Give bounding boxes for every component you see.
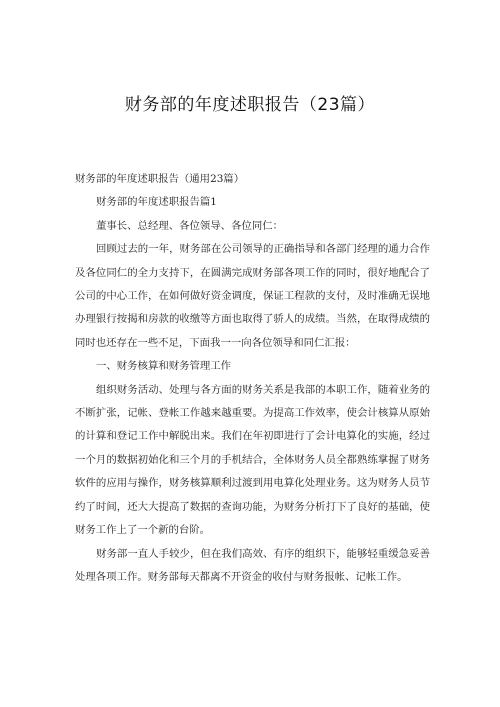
document-title: 财务部的年度述职报告（23篇）	[124, 95, 376, 115]
paragraph-staffing: 财务部一直人手较少，但在我们高效、有序的组织下，能够轻重缓急妥善处理各项工作。财务部每天都离不开资金的收付与财务报帐、记帐工作。	[75, 547, 430, 583]
paragraph-accounting: 组织财务活动、处理与各方面的财务关系是我部的本职工作，随着业务的不断扩张，记帐、登帐工作越来越重要。为提高工作效率，使会计核算从原始的计算和登记工作中解脱出来。我们在年初即进行了会计电算化的实施，经过一个月的数据初始化和三个月的手机结合，全体财务人员全都熟练掌握了财务软件的应用与操作，财务核算顺利过渡到用电算化处理业务。这为财务人员节约了时间，还大大提高了数据的查询功能，为财务分析打下了良好的基础，使财务工作上了一个新的台阶。	[75, 383, 430, 537]
paragraph-section-heading: 财务部的年度述职报告篇1	[96, 196, 217, 209]
document-body	[75, 168, 430, 589]
paragraph-subtitle: 财务部的年度述职报告（通用23篇）	[75, 173, 245, 185]
paragraph-salutation: 董事长、总经理、各位领导、各位同仁：	[96, 219, 284, 232]
paragraph-heading-one: 一、财务核算和财务管理工作	[96, 360, 232, 373]
paragraph-intro: 回顾过去的一年，财务部在公司领导的正确指导和各部门经理的通力合作及各位同仁的全力支持下，在圆满完成财务部各项工作的同时，很好地配合了公司的中心工作，在如何做好资金调度，保证工程款的支付，及时准确无误地办理银行按揭和房款的收缴等方面也取得了骄人的成绩。当然，在取得成绩的同时也还存在一些不足，下面我一一向各位领导和同仁汇报：	[75, 243, 430, 349]
